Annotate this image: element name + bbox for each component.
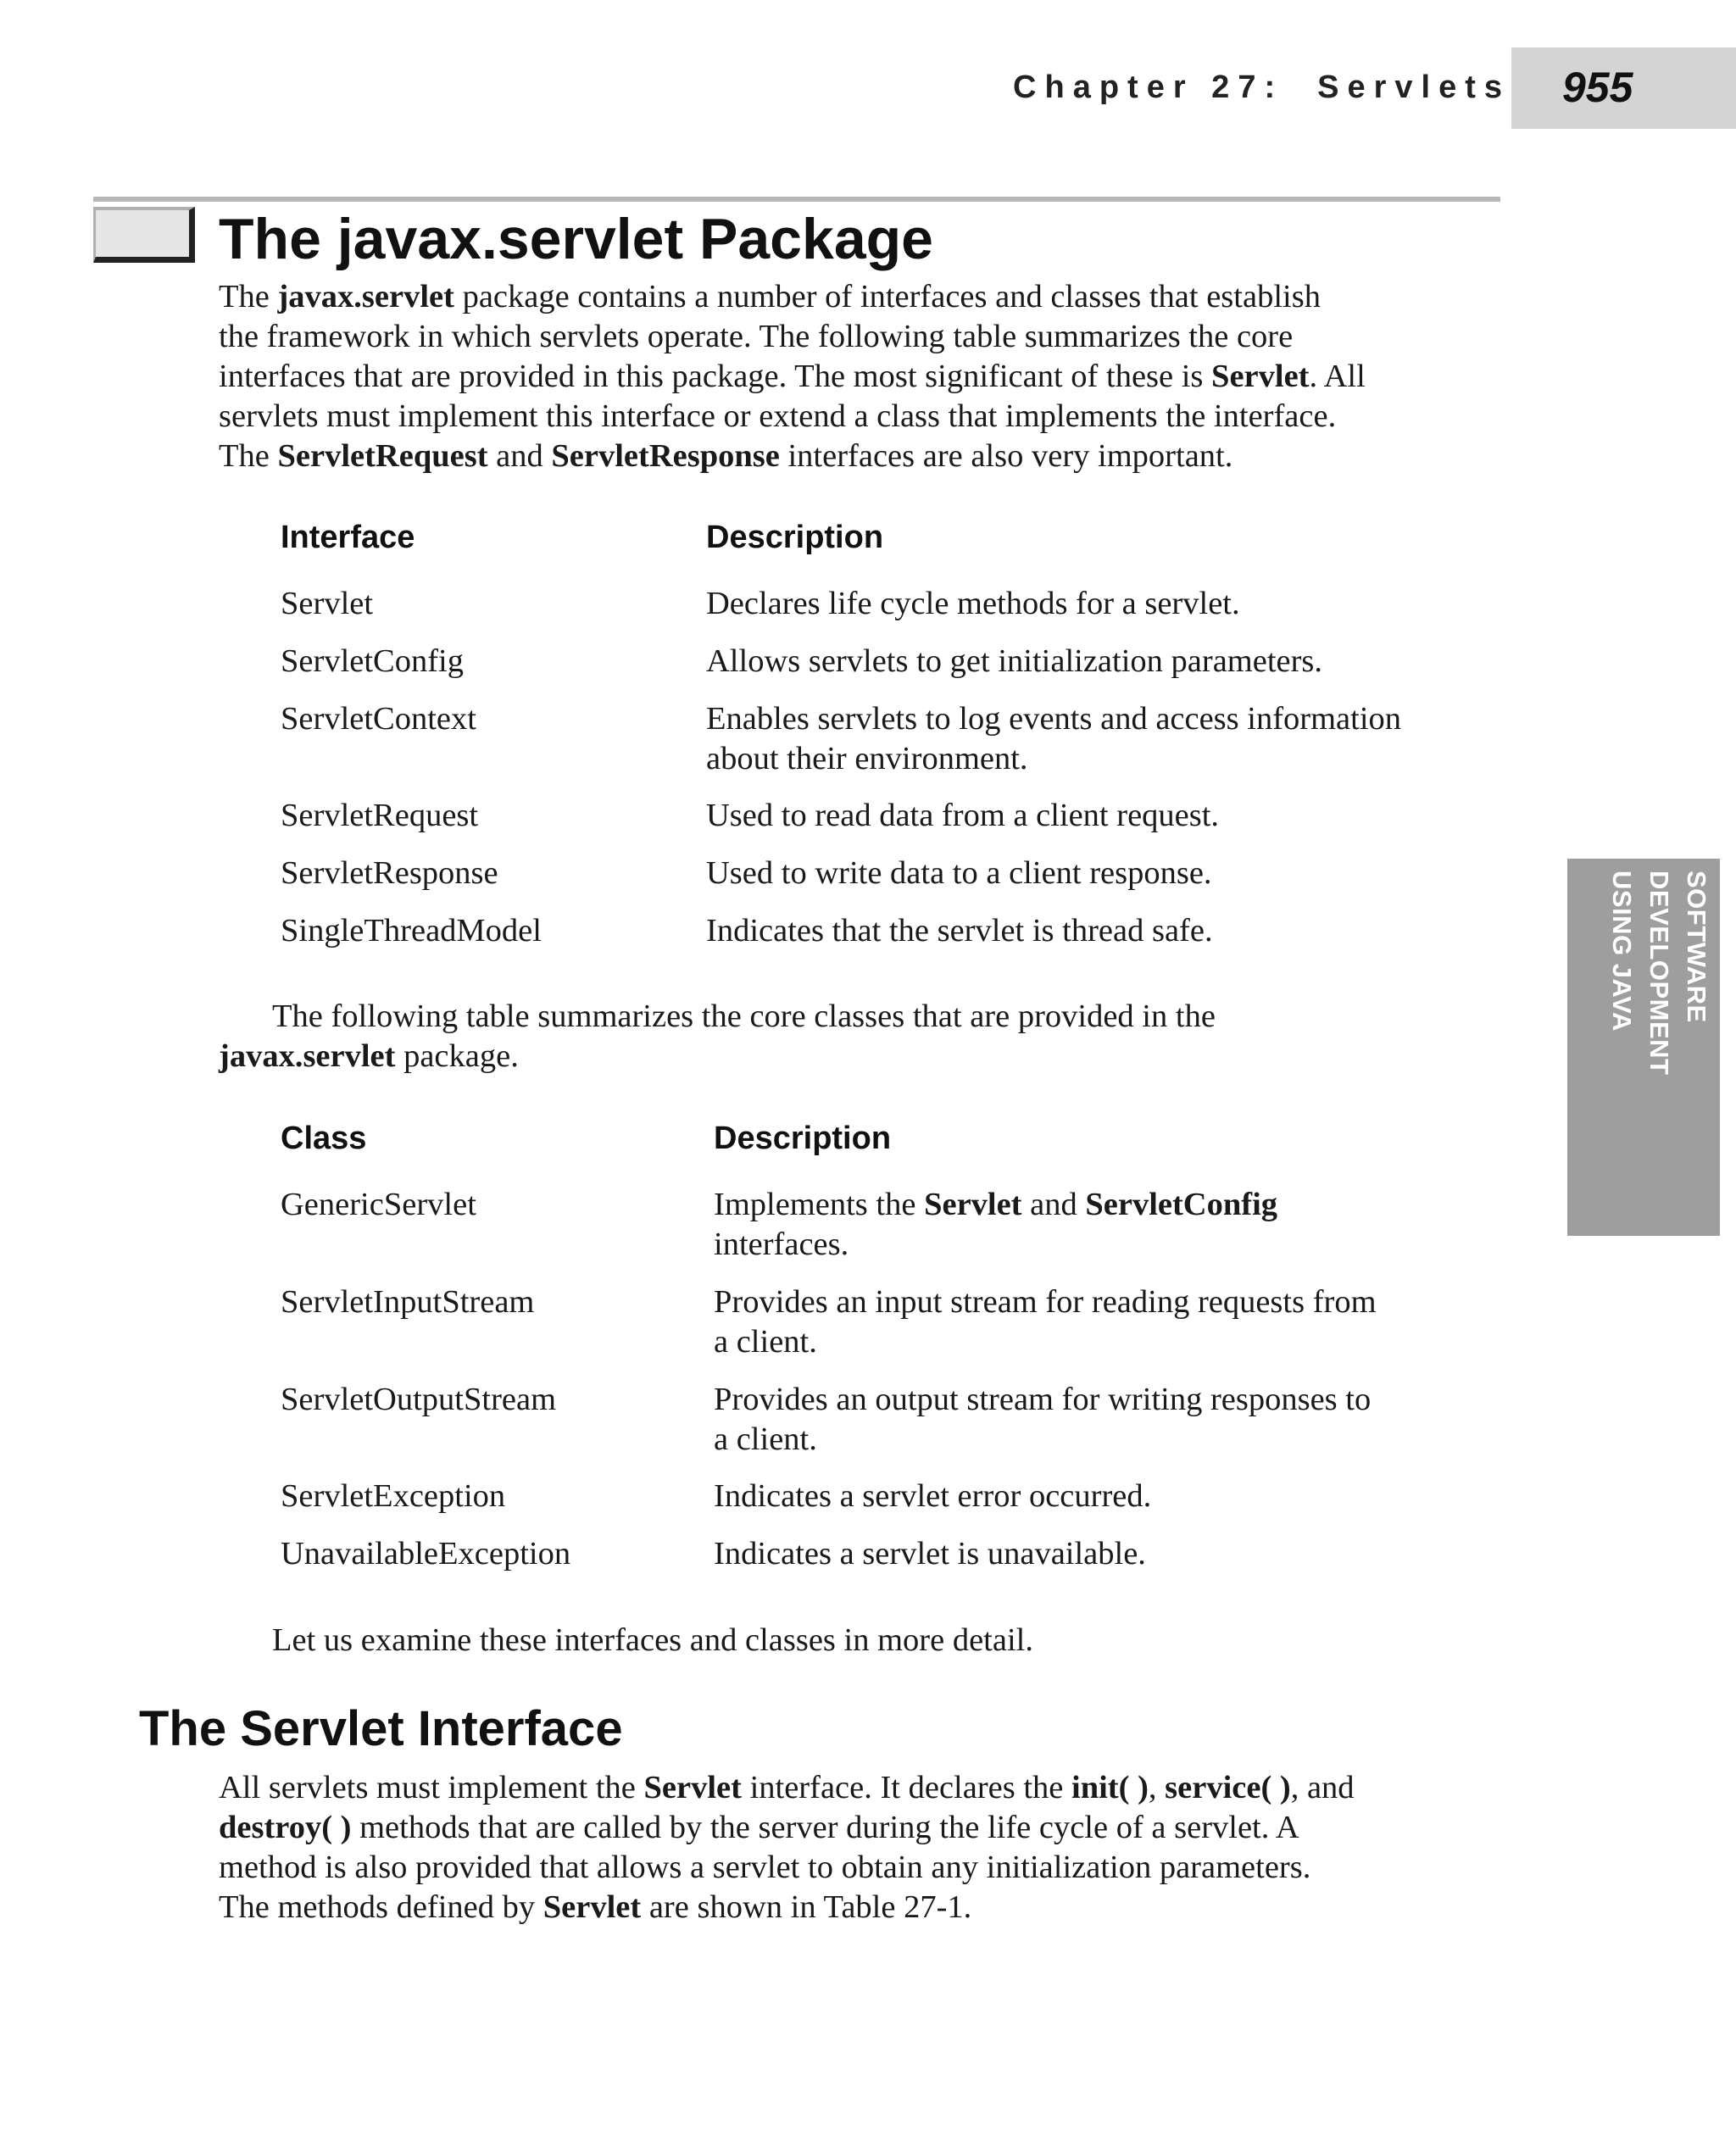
text-line: servlets must implement this interface or extend a class that implements the interface. [219,398,1337,434]
table-header-class: Class [281,1121,367,1156]
class-name: UnavailableException [281,1536,571,1571]
heading-marker-icon [93,207,195,263]
class-name: ServletException [281,1478,506,1514]
class-description: Provides an input stream for reading requests from a client. [714,1284,1377,1360]
class-name: ServletInputStream [281,1284,535,1320]
text-line: method is also provided that allows a servlet to obtain any initialization parameters. [219,1850,1311,1885]
closing-paragraph: Let us examine these interfaces and classes in more detail. [272,1622,1033,1658]
running-header [1013,70,1511,106]
class-name: GenericServlet [281,1187,476,1222]
text-line: the framework in which servlets operate. The following table summarizes the core [219,319,1294,354]
text-line: The javax.servlet package contains a number of interfaces and classes that establish [219,279,1321,314]
interface-description: Enables servlets to log events and access information about their environment. [706,701,1402,776]
side-tab-line-2: USING JAVA [1607,871,1637,1032]
interface-name: ServletResponse [281,855,498,891]
text-line: All servlets must implement the Servlet interface. It declares the init( ), service( ), and [219,1770,1355,1805]
side-tab-line-1: SOFTWARE DEVELOPMENT [1644,871,1711,1076]
text-line: destroy( ) methods that are called by the server during the life cycle of a servlet. A [219,1810,1299,1845]
classes-intro-paragraph [219,997,1216,1076]
interface-name: ServletRequest [281,798,479,833]
subsection-heading: The Servlet Interface [139,1701,623,1756]
text-line: interfaces that are provided in this package. The most significant of these is Servlet. All [219,359,1366,394]
class-description: Indicates a servlet error occurred. [714,1478,1152,1514]
class-description: Provides an output stream for writing responses to a client. [714,1382,1372,1457]
interface-description: Used to read data from a client request. [706,798,1220,833]
page-number: 955 [1562,64,1633,111]
interface-description: Allows servlets to get initialization parameters. [706,643,1323,679]
section-rule [93,197,1500,202]
text-line: The ServletRequest and ServletResponse interfaces are also very important. [219,438,1233,474]
side-tab-label [1572,871,1715,1227]
chapter-label: Chapter 27: [1013,70,1284,105]
table-header-interface: Interface [281,520,415,555]
text-line: The following table summarizes the core classes that are provided in the [272,998,1216,1034]
interface-name: ServletConfig [281,643,464,679]
interface-description: Declares life cycle methods for a servlet. [706,586,1240,621]
class-description: Indicates a servlet is unavailable. [714,1536,1146,1571]
table-header-description: Description [714,1121,892,1156]
class-name: ServletOutputStream [281,1382,557,1417]
servlet-interface-paragraph [219,1768,1355,1927]
intro-paragraph [219,277,1366,476]
section-heading: The javax.servlet Package [219,207,933,271]
table-header-description: Description [706,520,884,555]
class-description: Implements the Servlet and ServletConfig interfaces. [714,1187,1278,1262]
interface-name: ServletContext [281,701,476,737]
page-number-box [1511,47,1736,129]
interface-name: SingleThreadModel [281,913,542,948]
interface-name: Servlet [281,586,374,621]
text-line: javax.servlet package. [219,1038,519,1074]
chapter-title: Servlets [1317,70,1511,105]
interface-description: Used to write data to a client response. [706,855,1212,891]
interface-description: Indicates that the servlet is thread safe. [706,913,1213,948]
text-line: The methods defined by Servlet are shown in Table 27-1. [219,1889,972,1925]
